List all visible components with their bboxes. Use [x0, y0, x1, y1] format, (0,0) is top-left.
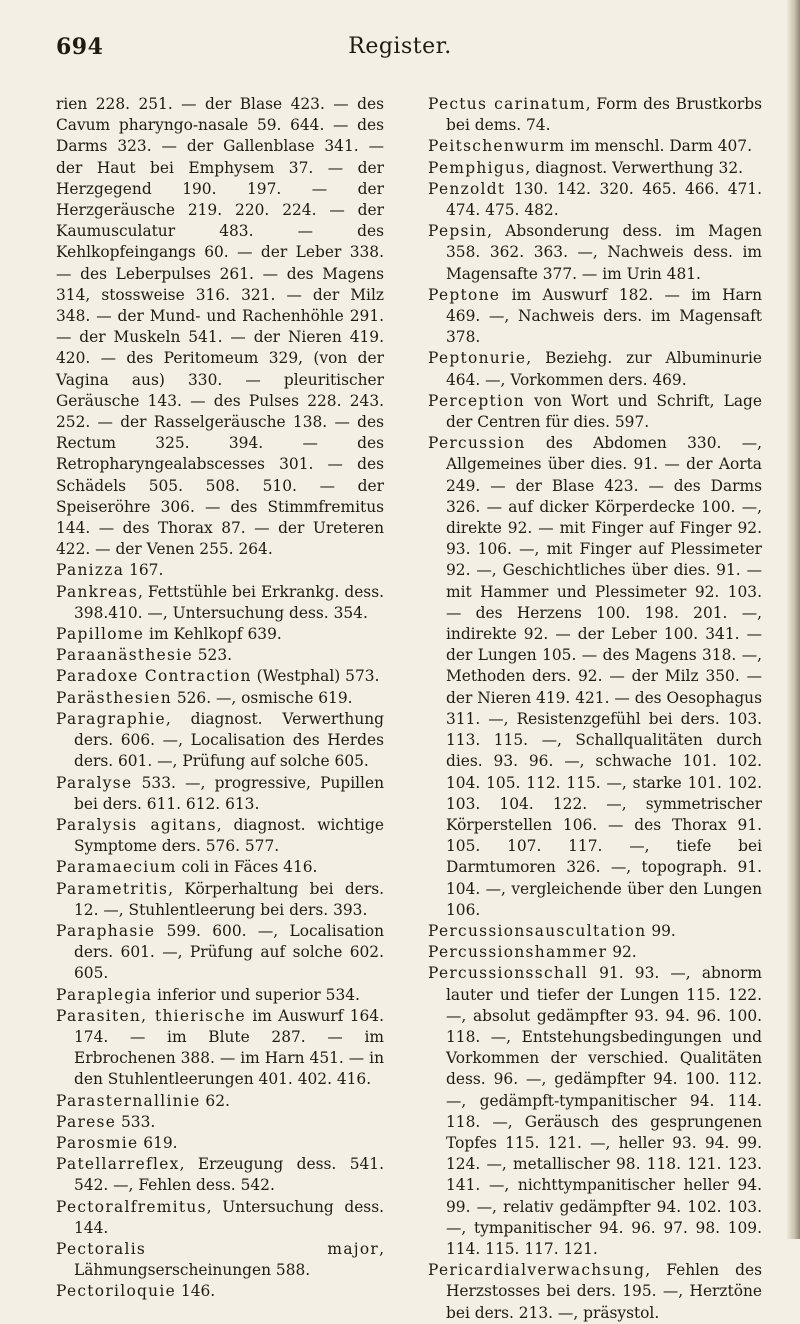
index-refs: 523.: [192, 646, 233, 665]
index-refs: inferior und superior 534.: [152, 985, 360, 1004]
index-term: Paramaecium: [56, 858, 177, 877]
index-refs: 91. 93. —, abnorm lauter und tiefer der Lungen 115. 122. —, absolut gedämpfter 93. 94. 96. 100. 118. —, Entstehungsbedingungen und Vorkommen der verschied. Qualitäten dess. 96. —, gedämpfter 94. 100. 112. —, gedämpft-tympanitischer 94. 114. 118. —, Geräusch des gesprungenen Topfes 115. 121. —, heller 93. 94. 99. 124. —, metallischer 98. 118. 121. 123. 141. —, nichttympanitischer heller 94. 99. —, relativ gedämpfter 94. 102. 103. —, tympanitischer 94. 96. 97. 98. 109. 114. 115. 117. 121.: [446, 964, 762, 1258]
index-entry: [56, 985, 384, 1006]
index-column-left: [56, 94, 384, 1303]
index-refs: im Kehlkopf 639.: [144, 625, 282, 644]
index-term: Patellarreflex: [56, 1155, 180, 1174]
index-term: Pectus carinatum: [428, 95, 586, 113]
index-refs: 167.: [124, 561, 164, 580]
index-entry: [56, 1154, 384, 1196]
index-term: Percussion: [428, 434, 526, 453]
index-entry: [56, 94, 384, 560]
index-term: Perception: [428, 391, 525, 410]
index-entry: [56, 815, 384, 857]
index-entry: [428, 921, 762, 942]
index-term: Pectoralfremitus: [56, 1197, 207, 1216]
index-entry: [428, 942, 762, 963]
index-refs: (Westphal) 573.: [251, 667, 380, 686]
index-term: Panizza: [56, 561, 125, 580]
index-entry: [56, 773, 384, 815]
index-entry: [56, 624, 384, 645]
index-entry: [428, 391, 762, 433]
index-entry: [428, 221, 762, 285]
index-refs: 599. 600. —, Localisation ders. 601. —, Prüfung auf solche 602. 605.: [74, 921, 384, 983]
index-entry: [428, 285, 762, 349]
index-refs: 146.: [176, 1282, 216, 1301]
index-term: Paraphasie: [56, 921, 156, 940]
index-term: Pemphigus: [428, 158, 526, 177]
index-refs: , diagnost. wichtige Symptome ders. 576. 577.: [74, 815, 385, 856]
index-refs: von Wort und Schrift, Lage der Centren für dies. 597.: [446, 391, 762, 432]
index-term: Peitschenwurm: [428, 137, 566, 156]
index-term: Pericardialverwachsung: [428, 1261, 646, 1280]
index-entry: [56, 879, 384, 921]
index-term: Parasternallinie: [56, 1091, 201, 1110]
index-refs: coli in Fäces 416.: [176, 858, 318, 877]
running-head: Register.: [348, 34, 452, 59]
index-refs: 619.: [138, 1133, 178, 1152]
index-term: Parästhesien: [56, 688, 172, 707]
index-term: Penzoldt: [428, 179, 506, 198]
page-edge-shadow: [786, 0, 800, 1239]
index-entry: [56, 645, 384, 666]
index-refs: im Auswurf 164. 174. — im Blute 287. — im Erbrochenen 388. — im Harn 451. — in den Stuhlentleerungen 401. 402. 416.: [74, 1006, 384, 1089]
index-refs: 130. 142. 320. 465. 466. 471. 474. 475. 482.: [446, 179, 762, 220]
index-refs: , Erzeugung dess. 541. 542. —, Fehlen dess. 542.: [74, 1155, 384, 1195]
index-term: Peptone: [428, 285, 501, 304]
index-term: Paragraphie: [56, 709, 166, 728]
index-term: Paradoxe Contraction: [56, 667, 252, 686]
index-entry: [56, 709, 384, 773]
index-refs: , diagnost. Verwerthung ders. 606. —, Localisation des Herdes ders. 601. —, Prüfung auf solche 605.: [74, 709, 384, 771]
index-term: Percussionshammer: [428, 943, 608, 962]
index-refs: im Auswurf 182. — im Harn 469. —, Nachweis ders. im Magensaft 378.: [446, 285, 762, 347]
index-refs: 99.: [646, 921, 676, 940]
index-term: Pankreas: [56, 582, 139, 601]
index-term: Pectoralis major: [56, 1239, 380, 1258]
index-entry: [56, 582, 384, 624]
index-entry: [56, 1197, 384, 1239]
index-refs: 533. —, progressive, Pupillen bei ders. 611. 612. 613.: [74, 773, 384, 813]
index-refs: 62.: [200, 1091, 230, 1110]
index-term: Papillome: [56, 625, 145, 644]
index-refs: , Körperhaltung bei ders. 12. —, Stuhlentleerung bei ders. 393.: [74, 879, 384, 919]
index-entry: [428, 136, 762, 157]
index-entry: [428, 348, 762, 390]
index-entry: [56, 560, 384, 581]
index-refs: 533.: [116, 1112, 156, 1131]
index-refs: , Fehlen des Herzstosses bei ders. 195. —, Herztöne bei ders. 213. —, präsystol.: [446, 1261, 762, 1322]
index-entry: [56, 857, 384, 878]
index-refs: , Fettstühle bei Erkrankg. dess. 398.410. —, Untersuchung dess. 354.: [74, 582, 384, 622]
index-refs: rien 228. 251. — der Blase 423. — des Cavum pharyngo-nasale 59. 644. — des Darms 323. — der Gallenblase 341. — der Haut bei Emphysem 37. — der Herzgegend 190. 197. — der Herzgeräusche 219. 220. 224. — der Kaumusculatur 483. — des Kehlkopfeingangs 60. — der Leber 338. — des Leberpulses 261. — des Magens 314, stossweise 316. 321. — der Milz 348. — der Mund- und Rachenhöhle 291. — der Muskeln 541. — der Nieren 419. 420. — des Peritomeum 329, (von der Vagina aus) 330. — pleuritischer Geräusche 143. — des Pulses 228. 243. 252. — der Rasselgeräusche 138. — des Rectum 325. 394. — des Retropharyngealabscesses 301. — des Schädels 505. 508. 510. — der Speiseröhre 306. — des Stimmfremitus 144. — des Thorax 87. — der Ureteren 422. — der Venen 255. 264.: [56, 95, 384, 559]
index-term: Percussionsschall: [428, 964, 589, 983]
index-entry: [56, 1006, 384, 1091]
index-entry: [428, 94, 762, 136]
index-refs: , Beziehg. zur Albuminurie 464. —, Vorkommen ders. 469.: [446, 349, 762, 389]
index-term: Percussionsauscultation: [428, 921, 647, 940]
index-term: Parasiten, thierische: [56, 1006, 246, 1025]
index-term: Paralyse: [56, 773, 133, 792]
index-refs: , diagnost. Verwerthung 32.: [525, 158, 744, 177]
index-entry: [56, 1133, 384, 1154]
index-column-right: [428, 94, 762, 1324]
index-entry: [56, 688, 384, 709]
index-term: Paraanästhesie: [56, 646, 193, 665]
index-entry: [56, 921, 384, 985]
page-number: 694: [56, 34, 104, 60]
index-entry: [56, 1091, 384, 1112]
index-entry: [56, 1281, 384, 1302]
index-refs: , Untersuchung dess. 144.: [74, 1197, 384, 1237]
index-refs: des Abdomen 330. —, Allgemeines über dies. 91. — der Aorta 249. — der Blase 423. — des Darms 326. — auf dicker Körperdecke 100. —, direkte 92. — mit Finger auf Finger 92. 93. 106. —, mit Finger auf Plessimeter 92. —, Geschichtliches über dies. 91. — mit Hammer und Plessimeter 92. 103. — des Herzens 100. 198. 201. —, indirekte 92. — der Leber 100. 341. — der Lungen 105. — des Magens 318. —, Methoden ders. 92. — der Milz 350. — der Nieren 419. 421. — des Oesophagus 311. —, Resistenzgefühl bei ders. 103. 113. 115. —, Schallqualitäten durch dies. 93. 96. —, schwache 101. 102. 104. 105. 112. 115. —, starke 101. 102. 103. 104. 122. —, symmetrischer Körperstellen 106. — des Thorax 91. 105. 107. 117. —, tiefe bei Darmtumoren 326. —, topograph. 91. 104. —, vergleichende über den Lungen 106.: [446, 434, 762, 919]
index-entry: [56, 1112, 384, 1133]
index-term: Parosmie: [56, 1133, 139, 1152]
index-term: Peptonurie: [428, 349, 527, 368]
index-term: Parametritis: [56, 879, 169, 898]
index-entry: [428, 433, 762, 921]
index-entry: [428, 963, 762, 1260]
index-entry: [428, 158, 762, 179]
index-refs: 92.: [607, 943, 637, 962]
index-term: Pectoriloquie: [56, 1282, 177, 1301]
index-refs: 526. —, osmische 619.: [171, 688, 353, 707]
index-entry: [56, 1239, 384, 1281]
index-refs: , Absonderung dess. im Magen 358. 362. 363. —, Nachweis dess. im Magensafte 377. — im Urin 481.: [446, 222, 762, 283]
index-term: Parese: [56, 1112, 117, 1131]
index-refs: , Lähmungserscheinungen 588.: [74, 1239, 384, 1280]
index-entry: [428, 1260, 762, 1324]
index-entry: [56, 666, 384, 687]
index-term: Paraplegia: [56, 985, 153, 1004]
index-refs: im menschl. Darm 407.: [565, 137, 752, 156]
index-term: Pepsin: [428, 222, 488, 241]
index-entry: [428, 179, 762, 221]
index-refs: , Form des Brustkorbs bei dems. 74.: [446, 95, 763, 135]
index-term: Paralysis agitans: [56, 815, 217, 834]
